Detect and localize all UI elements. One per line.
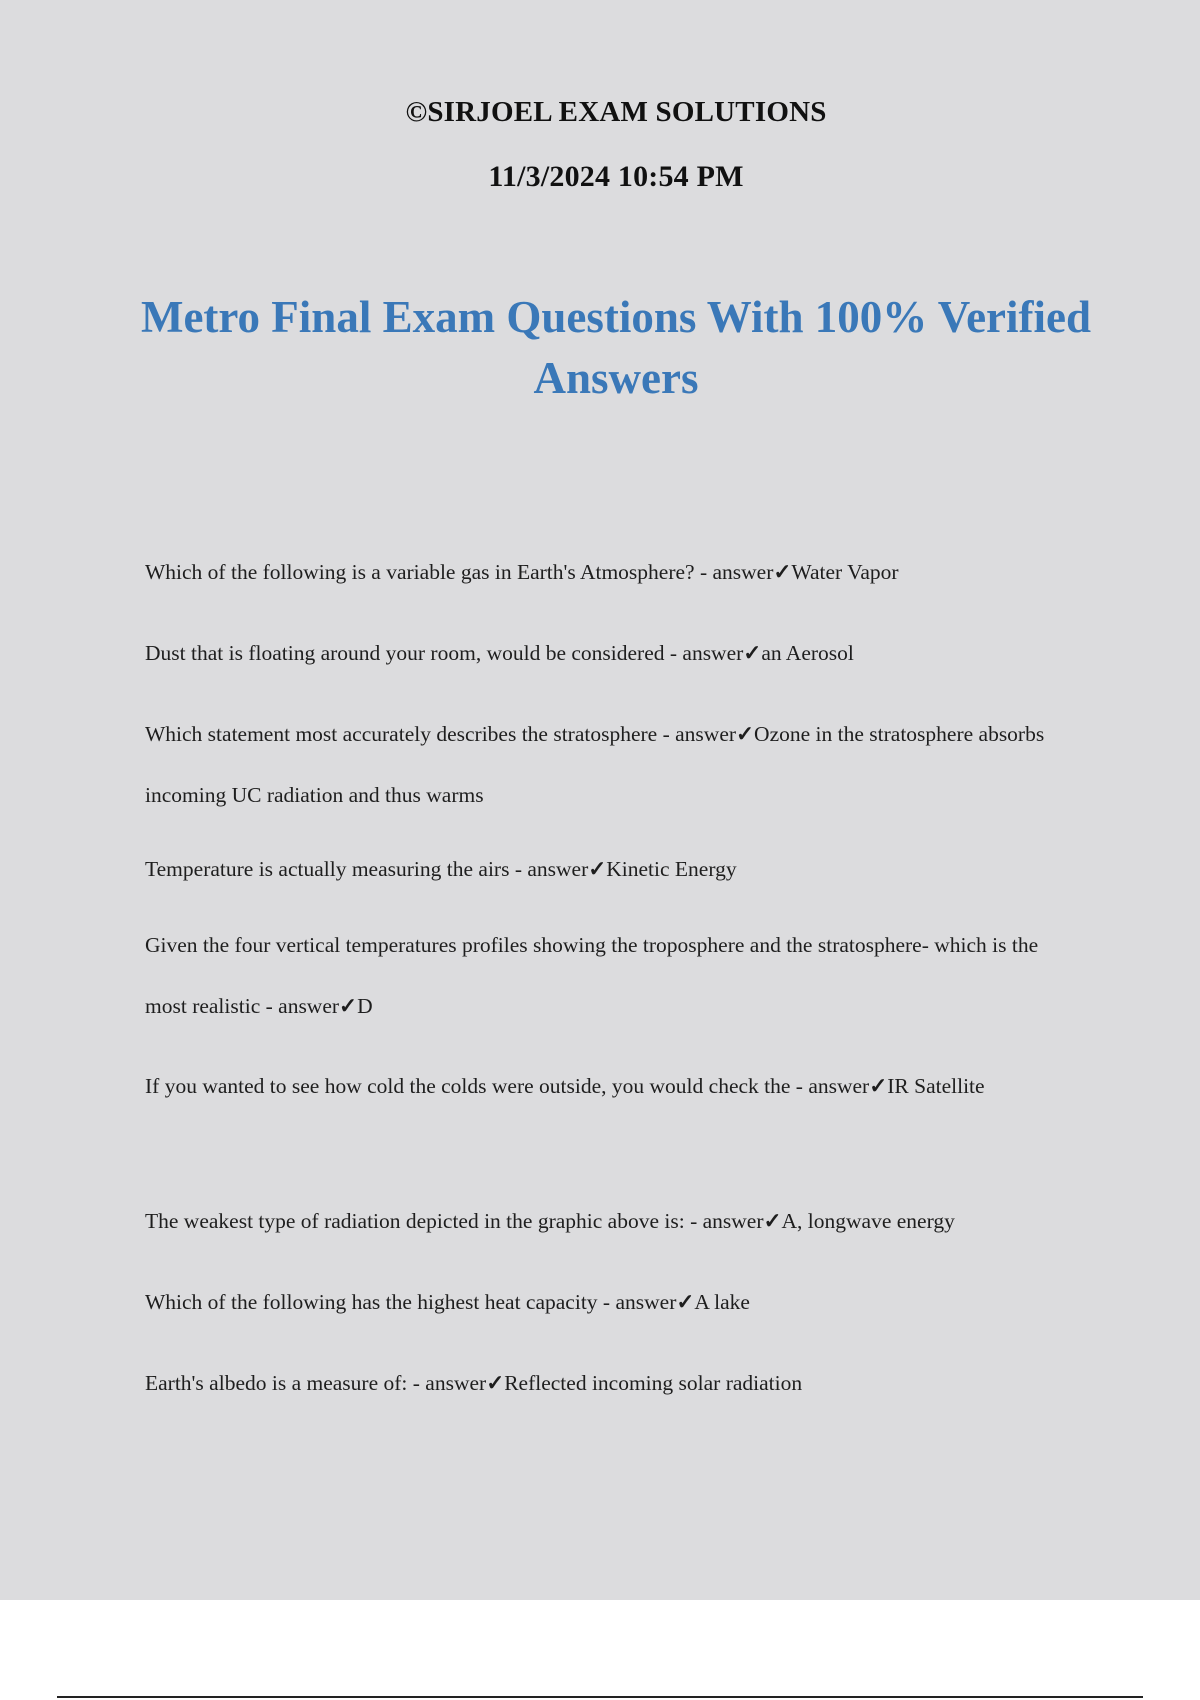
question-text: Earth's albedo is a measure of: - answer	[145, 1371, 487, 1395]
qa-item-9	[145, 1353, 1085, 1414]
header-brand: ©SIRJOEL EXAM SOLUTIONS	[405, 96, 827, 128]
answer-text: Water Vapor	[791, 560, 899, 584]
qa-item-5	[145, 915, 1085, 1037]
checkmark-icon: ✓	[339, 994, 358, 1018]
question-text: Which of the following has the highest heat capacity - answer	[145, 1290, 677, 1314]
document-title: Metro Final Exam Questions With 100% Verified Answers	[140, 292, 1092, 403]
answer-text: IR Satellite	[887, 1074, 985, 1098]
checkmark-icon: ✓	[486, 1371, 505, 1395]
answer-text: Ozone in the stratosphere absorbs incoming UC radiation and thus warms	[145, 722, 1045, 807]
answer-text: Reflected incoming solar radiation	[504, 1371, 803, 1395]
question-text: Which statement most accurately describes the stratosphere - answer	[145, 722, 737, 746]
answer-text: D	[357, 994, 373, 1018]
checkmark-icon: ✓	[763, 1209, 782, 1233]
qa-item-7	[145, 1191, 1085, 1252]
checkmark-icon: ✓	[743, 641, 762, 665]
qa-item-4	[145, 839, 1085, 900]
checkmark-icon: ✓	[588, 857, 607, 881]
qa-item-6	[145, 1056, 1085, 1117]
qa-item-1	[145, 542, 1085, 603]
answer-text: an Aerosol	[761, 641, 854, 665]
checkmark-icon: ✓	[869, 1074, 888, 1098]
checkmark-icon: ✓	[676, 1290, 695, 1314]
qa-item-2	[145, 623, 1085, 684]
answer-text: A, longwave energy	[781, 1209, 955, 1233]
checkmark-icon: ✓	[736, 722, 755, 746]
footer-divider	[57, 1696, 1143, 1698]
question-text: Which of the following is a variable gas in Earth's Atmosphere? - answer	[145, 560, 774, 584]
question-text: If you wanted to see how cold the colds were outside, you would check the - answer	[145, 1074, 870, 1098]
qa-item-8	[145, 1272, 1085, 1333]
checkmark-icon: ✓	[773, 560, 792, 584]
question-text: Dust that is floating around your room, would be considered - answer	[145, 641, 744, 665]
qa-item-3	[145, 704, 1085, 826]
question-text: Temperature is actually measuring the airs - answer	[145, 857, 589, 881]
answer-text: A lake	[694, 1290, 750, 1314]
answer-text: Kinetic Energy	[606, 857, 737, 881]
header-datetime: 11/3/2024 10:54 PM	[488, 160, 744, 193]
question-text: The weakest type of radiation depicted in the graphic above is: - answer	[145, 1209, 764, 1233]
question-text: Given the four vertical temperatures profiles showing the troposphere and the stratosphere- which is the most realistic - answer	[145, 933, 1039, 1018]
